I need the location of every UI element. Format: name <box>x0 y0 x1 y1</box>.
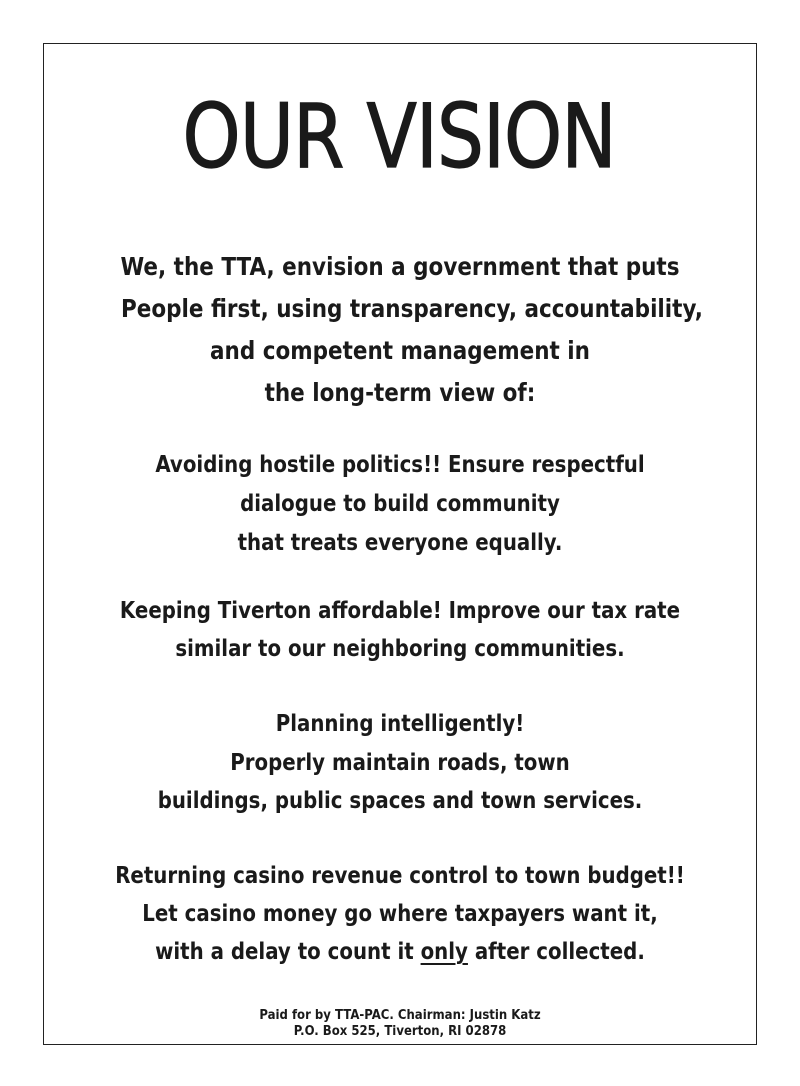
section-1-line-3: that treats everyone equally. <box>237 530 563 556</box>
intro-line-2: People first, using transparency, accountability, <box>121 294 703 323</box>
section-4-line-3 <box>56 933 744 971</box>
section-1-line-2: dialogue to build community <box>240 491 560 517</box>
footer-address: P.O. Box 525, Tiverton, RI 02878 <box>293 1024 507 1039</box>
section-4-line-2: Let casino money go where taxpayers want it, <box>142 901 658 927</box>
section-2-line-1: Keeping Tiverton affordable! Improve our tax rate <box>119 598 681 624</box>
section-2-line-2: similar to our neighboring communities. <box>175 636 625 662</box>
intro-line-3: and competent management in <box>210 336 590 365</box>
footer-paid-for: Paid for by TTA-PAC. Chairman: Justin Katz <box>259 1008 541 1023</box>
section-1-line-1: Avoiding hostile politics!! Ensure respectful <box>155 452 645 478</box>
section-3-line-3: buildings, public spaces and town services. <box>157 788 643 814</box>
section-4-line-3-after: after collected. <box>467 939 645 965</box>
page-title: OUR VISION <box>182 85 616 188</box>
intro-line-4: the long-term view of: <box>264 378 536 407</box>
section-3-line-1: Planning intelligently! <box>275 711 525 737</box>
section-4-line-1: Returning casino revenue control to town budget!! <box>115 863 685 889</box>
intro-line-1: We, the TTA, envision a government that puts <box>120 252 680 281</box>
section-4-line-3-before: with a delay to count it <box>155 939 421 965</box>
section-3-line-2: Properly maintain roads, town <box>230 750 570 776</box>
emphasis-only: only <box>420 939 468 965</box>
